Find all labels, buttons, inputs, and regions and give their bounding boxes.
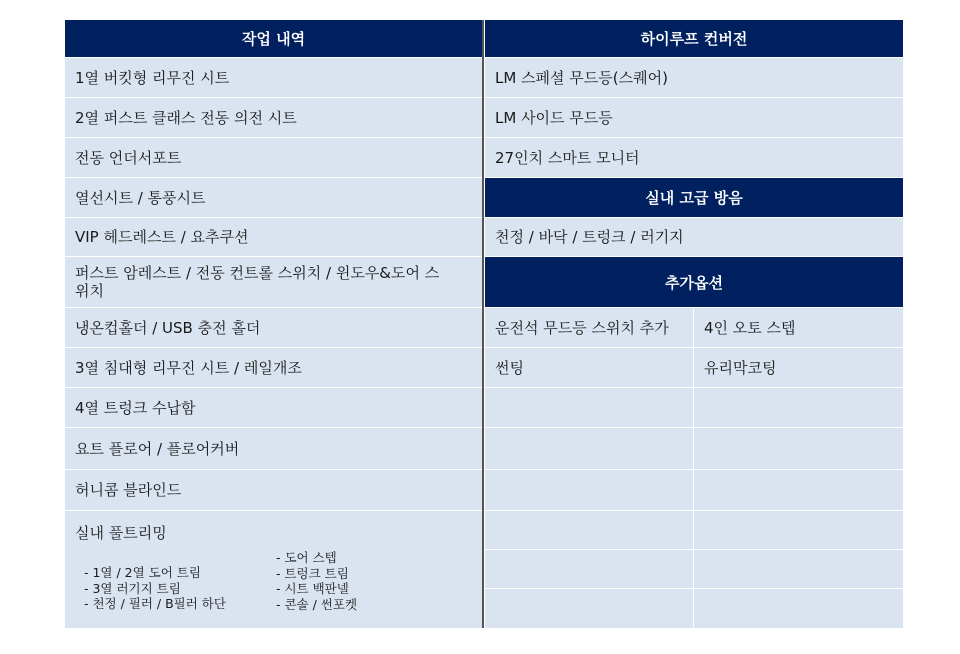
left-row-5-text: VIP 헤드레스트 / 요추쿠션: [75, 228, 249, 246]
right-row-4: [485, 218, 903, 256]
trim-item: - 트렁크 트림: [276, 565, 349, 581]
trim-item: - 시트 백판넬: [276, 581, 349, 596]
left-row-6: [65, 257, 482, 307]
right-row-2-text: LM 사이드 무드등: [495, 108, 613, 127]
left-row-5: [65, 218, 482, 256]
soundproofing-header: 실내 고급 방음: [485, 178, 903, 217]
right-row-2: [485, 98, 903, 137]
option-cell-3: [485, 348, 693, 387]
empty-cell: [485, 428, 693, 469]
empty-cell: [694, 589, 903, 628]
left-row-8-text: 3열 침대형 리무진 시트 / 레일개조: [75, 358, 302, 377]
trim-list-2: [276, 550, 357, 612]
left-row-7-text: 냉온컵홀더 / USB 충전 홀더: [75, 318, 261, 337]
trim-item: - 3열 러기지 트림: [84, 580, 181, 596]
option-cell-1: [485, 308, 693, 347]
option-cell-2: [694, 308, 903, 347]
left-row-11: [65, 470, 482, 510]
option-cell-3-text: 썬팅: [495, 358, 524, 377]
empty-cell: [694, 428, 903, 469]
left-row-9: [65, 388, 482, 427]
additional-options-header: 추가옵션: [485, 257, 903, 307]
left-row-1-text: 1열 버킷형 리무진 시트: [75, 68, 230, 87]
left-row-2: [65, 98, 482, 137]
empty-cell: [694, 388, 903, 427]
left-row-6-text: 퍼스트 암레스트 / 전동 컨트롤 스위치 / 윈도우&도어 스 위치: [75, 264, 440, 300]
empty-cell: [485, 589, 693, 628]
high-roof-conversion-header: 하이루프 컨버전: [485, 20, 903, 57]
right-row-3-text: 27인치 스마트 모니터: [495, 148, 640, 167]
left-row-4: [65, 178, 482, 217]
left-row-12-text: 실내 풀트리밍: [75, 524, 167, 542]
left-row-3: [65, 138, 482, 177]
left-row-10: [65, 428, 482, 469]
empty-cell: [694, 550, 903, 588]
left-row-7: [65, 308, 482, 347]
trim-item: - 천정 / 필러 / B필러 하단: [84, 596, 226, 611]
empty-cell: [694, 511, 903, 549]
left-row-10-text: 요트 플로어 / 플로어커버: [75, 439, 240, 458]
work-history-header: 작업 내역: [65, 20, 482, 57]
trim-item: - 1열 / 2열 도어 트림: [84, 565, 201, 580]
left-row-4-text: 열선시트 / 통풍시트: [75, 188, 206, 207]
empty-cell: [485, 388, 693, 427]
option-cell-1-text: 운전석 무드등 스위치 추가: [495, 318, 669, 337]
trim-item: - 도어 스텝: [276, 550, 337, 565]
left-row-8: [65, 348, 482, 387]
trim-item: - 콘솔 / 썬포켓: [276, 596, 358, 612]
left-row-9-text: 4열 트렁크 수납함: [75, 398, 196, 417]
right-row-4-text: 천정 / 바닥 / 트렁크 / 러기지: [495, 228, 684, 246]
left-row-3-text: 전동 언더서포트: [75, 148, 182, 167]
trim-list-1: [84, 565, 226, 612]
option-cell-4-text: 유리막코팅: [704, 358, 777, 377]
empty-cell: [485, 511, 693, 549]
empty-cell: [485, 550, 693, 588]
right-row-3: [485, 138, 903, 177]
option-cell-2-text: 4인 오토 스텝: [704, 318, 796, 337]
right-row-1-text: LM 스페셜 무드등(스퀘어): [495, 68, 668, 87]
left-row-2-text: 2열 퍼스트 클래스 전동 의전 시트: [75, 108, 297, 127]
empty-cell: [485, 470, 693, 510]
option-cell-4: [694, 348, 903, 387]
empty-cell: [694, 470, 903, 510]
left-row-1: [65, 58, 482, 97]
column-divider: [482, 20, 484, 628]
left-row-11-text: 허니콤 블라인드: [75, 481, 182, 499]
right-row-1: [485, 58, 903, 97]
